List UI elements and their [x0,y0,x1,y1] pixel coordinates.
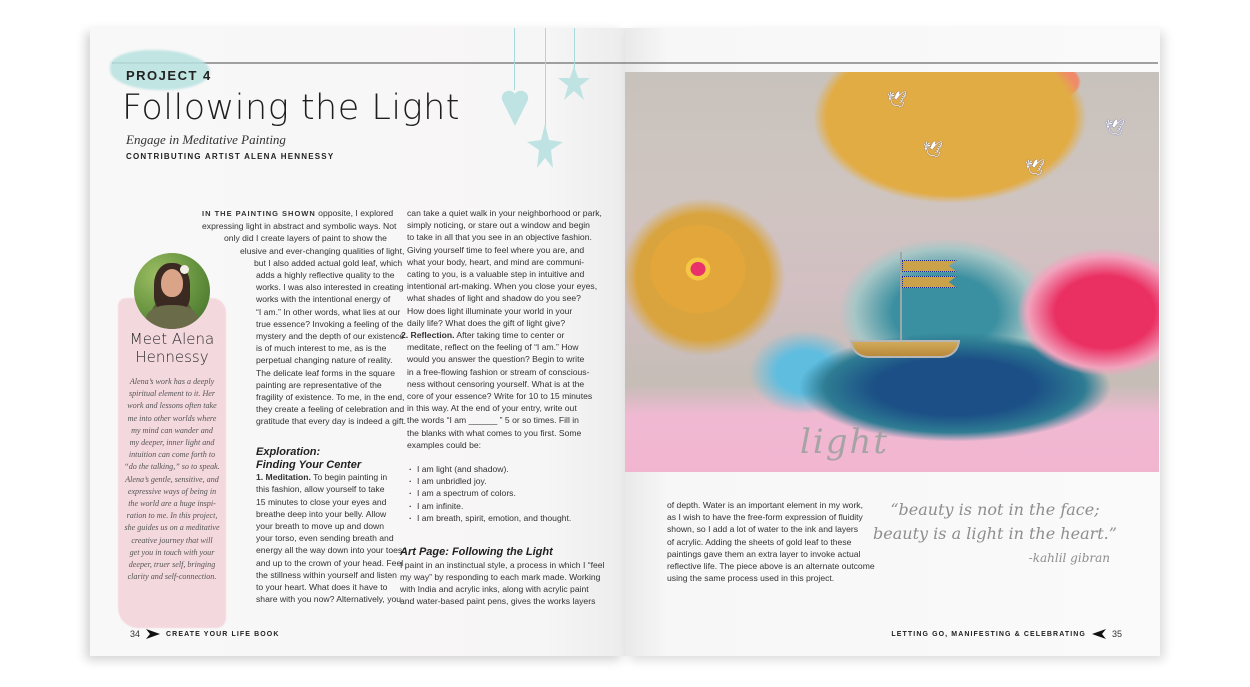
page-number: 34 [130,629,141,639]
list-item: · I am light (and shadow). [407,463,607,475]
art-page-section: Art Page: Following the Light I paint in an instinctual style, a process in which I “feel my way” by responding to each mark made. Working with India and acrylic inks, along with acrylic paint and water-based paint pens, gives the works layers [400,546,610,607]
intro-line: expressing light in abstract and symbolic ways. Not [202,221,397,232]
project-label: PROJECT 4 [126,68,212,83]
artist-bio: Alena’s work has a deeply spiritual element to it. Her work and lessons often take me into other worlds where my mind can wander and my deeper, inner light and intuition can come forth to “do the talking,” so to speak. Alena’s gentle, sensitive, and expressive ways of being in the world are a huge inspi- ration to me. In this project, she guides us on a meditative creative journey that will get you in touch with your deeper, truer self, bringing clarity and self-connection. [124,377,220,582]
exploration-section [256,446,404,605]
intro-line: IN THE PAINTING SHOWN opposite, I explored [202,208,394,218]
artist-avatar [134,253,210,329]
section-heading: Art Page: Following the Light [400,546,553,558]
right-page [625,28,1160,656]
meditation-step: 1. Meditation. To begin painting in this fashion, allow yourself to take 15 minutes to close your eyes and breathe deep into your belly. Allow your breath to move up and down your torso, even sending breath and energy all the way down into your toes and up to the crown of your head. Feel the stillness within yourself and listen to your heart. What does it have to share with you now? Alternatively, you [256,472,404,605]
pencil-rule [625,62,1158,64]
examples-list [407,463,607,524]
subtitle: Engage in Meditative Painting [126,132,286,147]
left-page [90,28,625,656]
bird-icon: 🕊 [887,92,908,109]
lead-in: IN THE PAINTING SHOWN [202,209,316,218]
intro-line: works. I was also interested in creating [256,282,404,293]
list-item: · I am infinite. [407,500,607,512]
star-icon [527,124,563,168]
page-footer [130,629,279,639]
heart-arrow-right-icon [146,629,160,639]
bird-icon: 🕊 [1025,160,1046,177]
star-icon [558,66,590,102]
intro-line: gratitude that every day is indeed a gift. [256,416,407,427]
list-item: · I am a spectrum of colors. [407,487,607,499]
intro-paragraph [202,207,407,428]
running-head: CREATE YOUR LIFE BOOK [166,630,280,638]
intro-line: adds a highly reflective quality to the [256,270,395,281]
intro-line: is of much interest to me, as is the [256,343,387,354]
gold-leaf-boat [850,340,960,358]
artwork-painting [625,72,1159,472]
intro-line: mystery and the depth of our existence [256,331,405,342]
intro-line: but I also added actual gold leaf, which [254,257,403,268]
page-title: Following the Light [122,88,461,128]
intro-line: elusive and ever-changing qualities of light, [240,245,405,256]
gold-flag [902,260,957,272]
hanging-mobile-decoration [490,28,610,178]
bird-icon: 🕊 [1105,120,1126,137]
intro-line: “I am.” In other words, what lies at our [256,306,401,317]
gold-flag [902,276,957,288]
list-item: · I am unbridled joy. [407,475,607,487]
contributing-artist: CONTRIBUTING ARTIST ALENA HENNESSY [126,152,335,161]
art-page-continued: of depth. Water is an important element in my work, as I wish to have the free-form expression of fluidity shown, so I add a lot of water to the ink and layers of acrylic. Adding the sheets of gold leaf to these paintings gave them an extra layer to invoke actual reflective life. The piece above is an alternate outcome using the same process used in this project. [667,500,875,584]
painted-word: light [800,422,890,462]
reflection-step: 2. Reflection. After taking time to center or [401,330,565,341]
page-footer [891,629,1122,639]
section-heading: Exploration: Finding Your Center [256,446,362,471]
heart-arrow-left-icon [1092,629,1106,639]
book-spread [90,28,1160,656]
handwritten-quote: “beauty is not in the face; beauty is a light in the heart.” -kahlil gibran [860,498,1130,570]
bird-icon: 🕊 [923,142,944,159]
running-head: LETTING GO, MANIFESTING & CELEBRATING [891,630,1086,638]
exploration-continued: can take a quiet walk in your neighborhood or park, simply noticing, or stare out a window and begin to take in all that you see in an objective fashion. Giving yourself time to feel where you are, and what your body, heart, and mind are communi- cating to you, is a valuable step in intuitive and intentional art-making. When you close your eyes, what shades of light and shadow do you see? How does light illuminate your world in your daily life? What does the gift of light give? 2. Reflection. After taking time to center or meditate, reflect on the feeling of “I am.” How would you answer the question? Begin to write in a free-flowing fashion or stream of conscious- ness without censoring yourself. What is at the core of your essence? Write for 10 to 15 minutes in this way. At the end of your entry, write out the words “I am ______ ” 5 or so times. Fill in the blanks with what comes to you first. Some examples could be: · I am light (and shadow). · I am unbridled joy. · I am a spectrum of colors. · I am infinite. · I am breath, spirit, emotion, and thought. [407,207,607,524]
intro-line: works with the intentional energy of [256,294,391,305]
intro-line: painting are representative of the [256,379,382,390]
intro-line: they create a feeling of celebration and [256,404,405,415]
heart-icon [501,86,529,126]
boat-mast [900,252,902,342]
list-item: · I am breath, spirit, emotion, and thought. [407,512,607,524]
intro-line: only did I create layers of paint to show the [224,233,387,244]
quote-attribution: -kahlil gibran [1028,551,1110,565]
page-number: 35 [1111,629,1122,639]
intro-line: perpetual changing nature of reality. [256,355,393,366]
intro-line: The delicate leaf forms in the square [256,367,396,378]
sidebar-heading: Meet Alena Hennessy [129,330,215,366]
intro-line: fragility of existence. To me, in the end, [256,392,405,403]
intro-line: true essence? Invoking a feeling of the [256,318,404,329]
